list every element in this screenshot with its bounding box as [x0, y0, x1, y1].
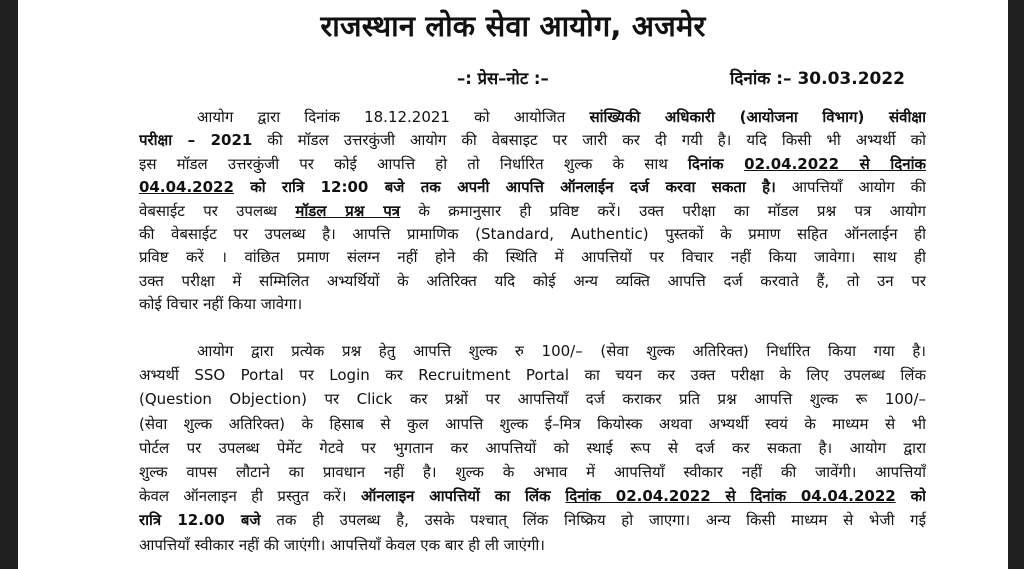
- viewer-frame-left: [0, 0, 18, 569]
- para2-line-6: शुल्क वापस लौटाने का प्रावधान नहीं है। शुल्क के अभाव में आपत्तियॉं स्वीकार नहीं की जावेंगी। आपत्तियॉं: [139, 462, 926, 481]
- para1-line-5: वेबसाईट पर उपलब्ध मॉडल प्रश्न पत्र के क्रमानुसार ही प्रविष्ट करें। उक्त परीक्षा का मॉडल प्रश्न पत्र आयोग: [139, 201, 926, 220]
- para2-line-9: आपत्तियॉं स्वीकार नहीं की जाएंगी। आपत्तियॉं केवल एक बार ही ली जाएंगी।: [139, 535, 545, 554]
- para1-line-7: प्रविष्ट करें । वांछित प्रमाण संलग्न नहीं होने की स्थिति में आपत्तियों पर विचार नहीं किया जावेगा। साथ ही: [139, 248, 926, 267]
- document-date: दिनांक :– 30.03.2022: [730, 69, 906, 89]
- para1-line-1: आयोग द्वारा दिनांक 18.12.2021 को आयोजित सांख्यिकी अधिकारी (आयोजना विभाग) संवीक्षा: [197, 108, 926, 126]
- para2-line-5: पोर्टल पर उपलब्ध पेमेंट गेटवे पर भुगतान कर आपत्तियों को स्थाई रूप से दर्ज कर सकता है। आयोग द्वारा: [139, 438, 926, 457]
- document-page: [18, 0, 1008, 569]
- para2-line-4: (सेवा शुल्क अतिरिक्त) के हिसाब से कुल आपत्ति शुल्क ई–मित्र कियोस्क अथवा अभ्यर्थी स्वयं के माध्यम से भी: [139, 414, 926, 433]
- press-note-heading: –: प्रेस–नोट :–: [457, 69, 549, 88]
- para2-line-1: आयोग द्वारा प्रत्येक प्रश्न हेतु आपत्ति शुल्क रु 100/– (सेवा शुल्क अतिरिक्त) निर्धारित किया गया है।: [197, 342, 926, 360]
- para1-line-6: की वेबसाईट पर उपलब्ध है। आपत्ति प्रामाणिक (Standard, Authentic) पुस्तकों के प्रमाण सहित ऑनलाईन ही: [139, 224, 926, 243]
- para1-line-2: परीक्षा – 2021 की मॉडल उत्तरकुंजी आयोग की वेबसाइट पर जारी कर दी गयी है। यदि किसी भी अभ्यर्थी को: [139, 131, 926, 150]
- para1-line-3: इस मॉडल उत्तरकुंजी पर कोई आपत्ति हो तो निर्धारित शुल्क के साथ दिनांक 02.04.2022 से दिनांक: [139, 154, 926, 173]
- para1-line-4: 04.04.2022 को रात्रि 12:00 बजे तक अपनी आपत्ति ऑनलाईन दर्ज करवा सकता है। आपत्तियॉं आयोग की: [139, 178, 926, 197]
- paragraph-2: [139, 339, 926, 557]
- para1-line-9: कोई विचार नहीं किया जावेगा।: [139, 295, 303, 314]
- para2-line-8: रात्रि 12.00 बजे तक ही उपलब्ध है, उसके पश्चात् लिंक निष्क्रिय हो जाएगा। अन्य किसी माध्यम से भेजी गई: [139, 511, 926, 530]
- page-title: राजस्थान लोक सेवा आयोग, अजमेर: [320, 9, 706, 43]
- para2-line-3: (Question Objection) पर Click कर प्रश्नों पर आपत्तियॉं दर्ज कराकर प्रति प्रश्न आपत्ति शुल्क रू 100/–: [139, 390, 926, 409]
- para2-line-2: अभ्यर्थी SSO Portal पर Login कर Recruitment Portal का चयन कर उक्त परीक्षा के लिए उपलब्ध लिंक: [139, 366, 926, 385]
- para2-line-7: केवल ऑनलाइन ही प्रस्तुत करें। ऑनलाइन आपत्तियों का लिंक दिनांक 02.04.2022 से दिनांक 04.04.2022 को: [139, 487, 926, 506]
- para1-line-8: उक्त परीक्षा में सम्मिलित अभ्यर्थियों के अतिरिक्त यदि कोई अन्य व्यक्ति आपत्ति दर्ज करवाते हैं, तो उन पर: [139, 271, 926, 290]
- paragraph-1: [139, 106, 926, 317]
- viewer-frame-right: [1008, 0, 1024, 569]
